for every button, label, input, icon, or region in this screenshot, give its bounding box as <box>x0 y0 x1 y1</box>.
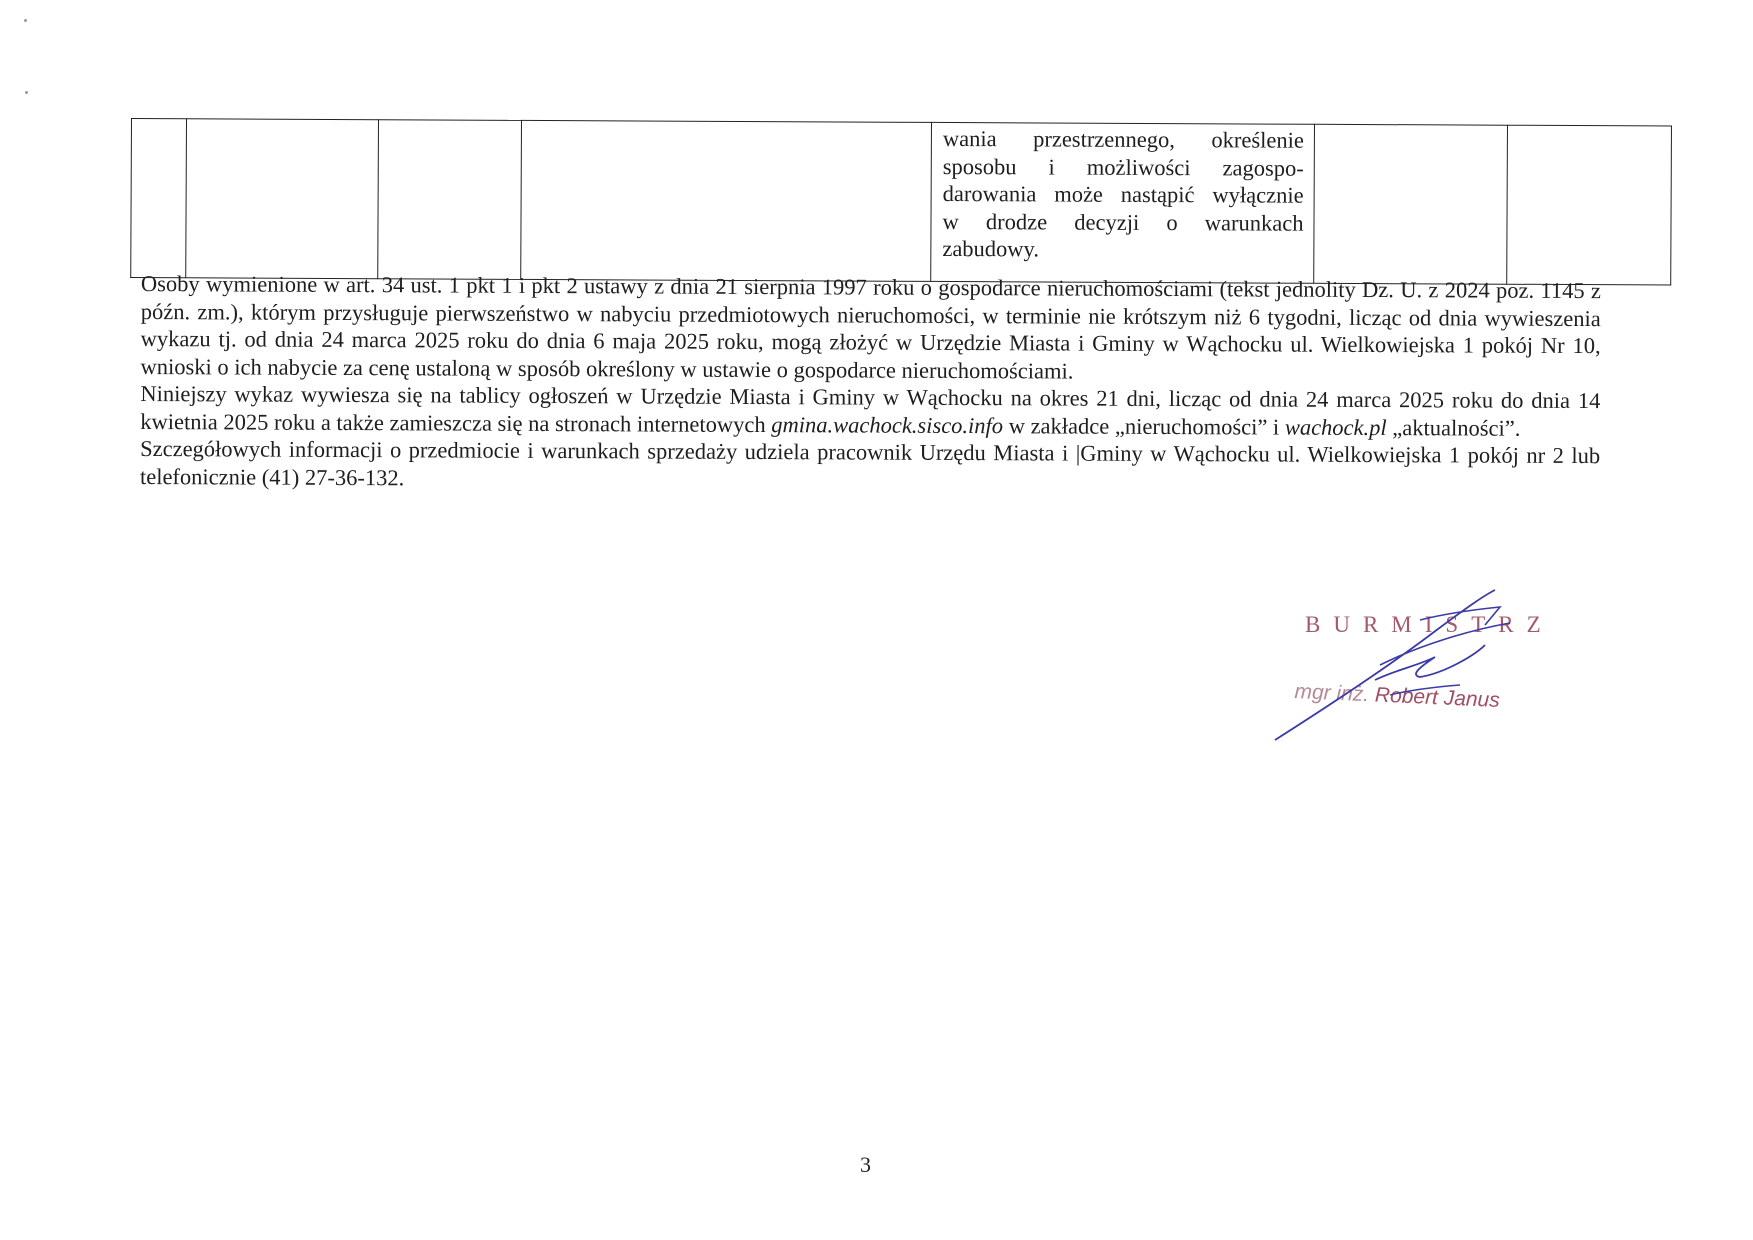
table-cell <box>521 120 932 281</box>
notice-body <box>140 270 1601 497</box>
name: Robert Janus <box>1374 683 1501 712</box>
posting-text-end: „aktualności”. <box>1392 414 1521 441</box>
posting-paragraph <box>140 380 1600 442</box>
table-cell <box>186 119 379 279</box>
handwritten-signature <box>1270 585 1550 745</box>
scan-speck <box>25 91 28 94</box>
posting-text: Niniejszy wykaz wywiesza się na tablicy ogłoszeń w Urzędzie Miasta i Gminy w Wąchocku na okres 21 dni, licząc od dnia 24 marca 2025 roku do dnia 14 kwietnia 2025 roku a także zamieszcza się na stronach internetowych <box>140 380 1601 437</box>
posting-text-middle: w zakładce „nieruchomości” i <box>1008 412 1280 440</box>
description-line: wania przestrzennego, określenie <box>942 125 1304 153</box>
table-cell <box>1314 124 1508 284</box>
name-prefix: mgr inż. <box>1293 680 1370 707</box>
description-line: sposobu i możliwości zagospo- <box>942 153 1304 181</box>
description-line: zabudowy. <box>942 235 1040 262</box>
table-cell <box>131 119 187 278</box>
priority-paragraph: Osoby wymienione w art. 34 ust. 1 pkt 1 i pkt 2 ustawy z dnia 21 sierpnia 1997 roku o gospodarce nieruchomościami (tekst jednolity Dz. U. z 2024 poz. 1145 z późn. zm.), którym przysługuje pierwszeństwo w nabyciu przedmiotowych nieruchomości, w terminie nie krótszym niż 6 tygodni, licząc od dnia wywieszenia wykazu tj. od dnia 24 marca 2025 roku do dnia 6 maja 2025 roku, mogą złożyć w Urzędzie Miasta i Gminy w Wąchocku ul. Wielkowiejska 1 pokój Nr 10, wnioski o ich nabycie za cenę ustaloną w sposób określony w ustawie o gospodarce nieruchomościami. <box>140 271 1601 384</box>
mayor-stamp-title: BURMISTRZ <box>1305 612 1554 637</box>
website-wachock: wachock.pl <box>1284 414 1387 440</box>
contact-paragraph: Szczegółowych informacji o przedmiocie i warunkach sprzedaży udziela pracownik Urzędu Miasta i |Gminy w Wąchocku ul. Wielkowiejska 1 pokój nr 2 lub telefonicznie (41) 27-36-132. <box>139 435 1601 490</box>
table-cell <box>1507 125 1672 285</box>
table-cell <box>378 120 522 280</box>
page-number: 3 <box>860 1152 871 1177</box>
website-gmina: gmina.wachock.sisco.info <box>771 411 1004 438</box>
description-line: darowania może nastąpić wyłącznie <box>942 180 1304 208</box>
scan-speck <box>24 19 27 22</box>
description-line: w drodze decyzji o warunkach <box>942 208 1304 236</box>
table-cell-description <box>931 122 1315 283</box>
description-text <box>931 123 1314 264</box>
continued-table <box>130 118 1672 286</box>
